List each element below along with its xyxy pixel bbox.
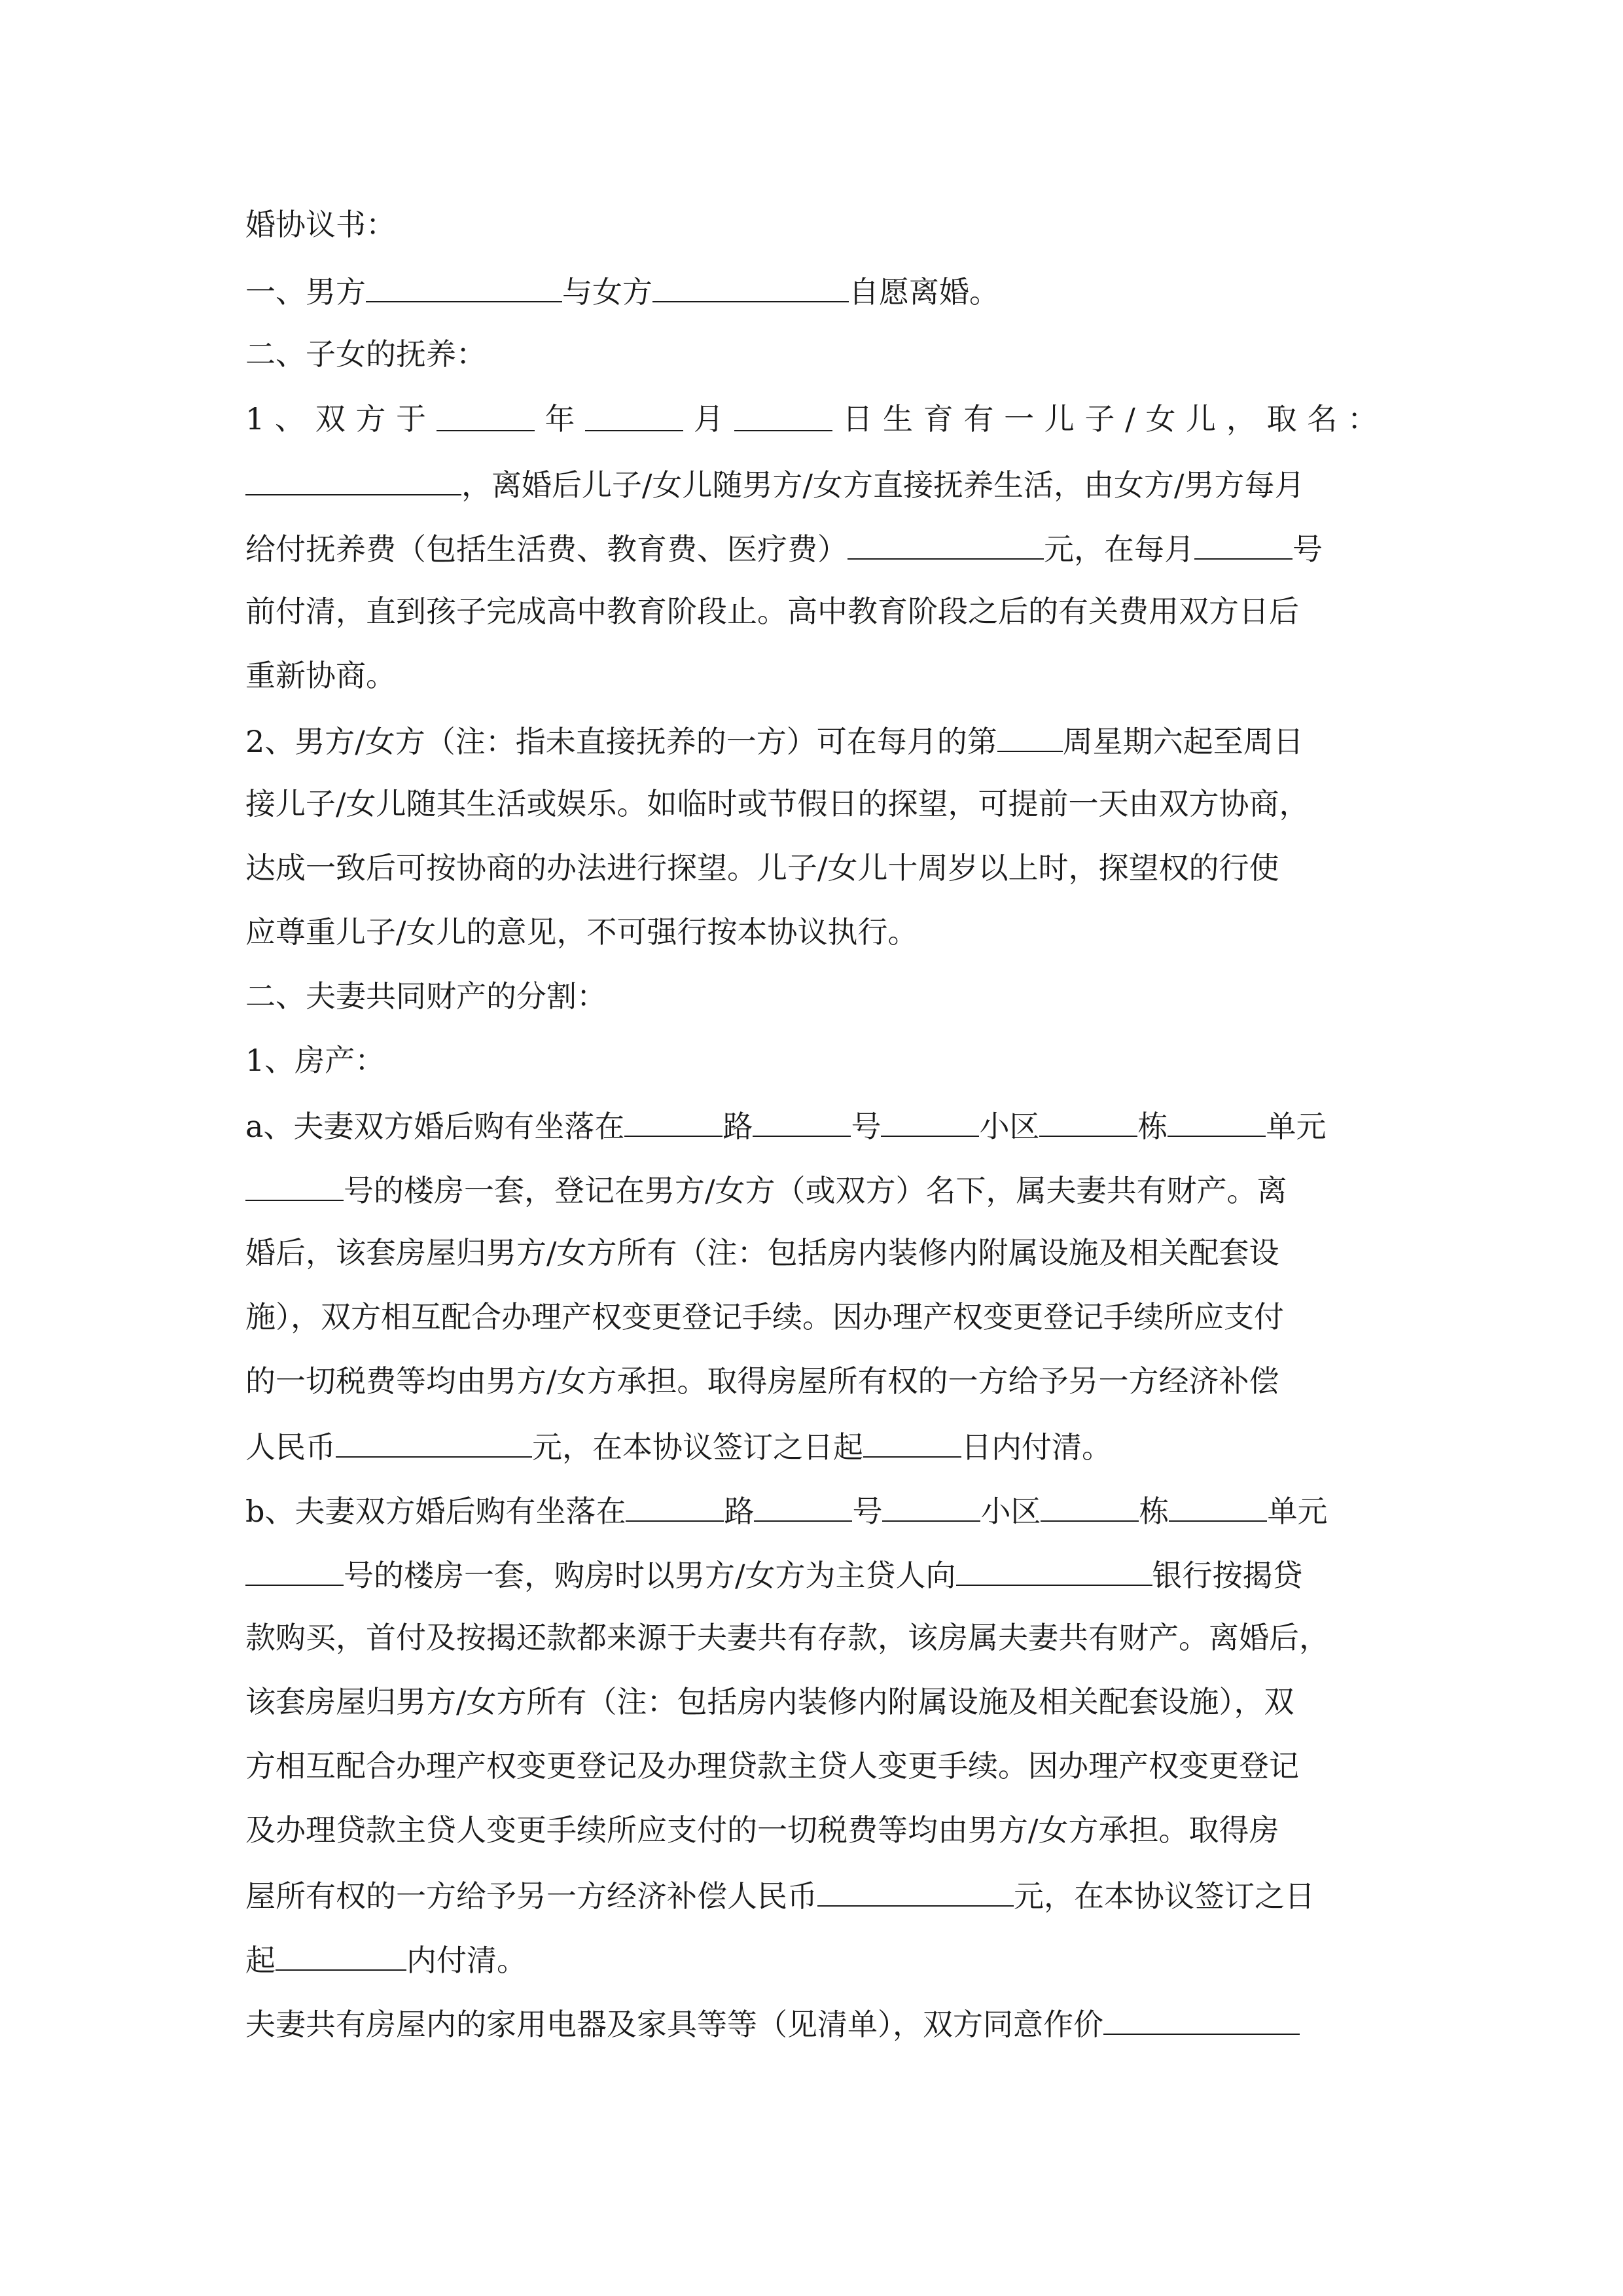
fill-blank (276, 1943, 406, 1971)
fill-blank (1041, 1494, 1139, 1522)
paragraph-line: ，离婚后儿子/女儿随男方/女方直接抚养生活，由女方/男方每月 (245, 468, 1305, 500)
fill-blank (626, 1494, 724, 1522)
fill-blank (956, 1558, 1152, 1586)
fill-blank (366, 275, 562, 302)
fill-blank (624, 1109, 722, 1137)
fill-blank (997, 725, 1063, 752)
paragraph-line: 1 、 双 方 于 年 月 日 生 育 有 一 儿 子 / 女 儿 ， 取 名 ： (245, 401, 1378, 437)
section-heading: 二、夫妻共同财产的分割： (245, 978, 607, 1014)
paragraph-line: 人民币 元，在本协议签订之日起 日内付清。 (245, 1429, 1112, 1465)
paragraph-line: 一、男方 与女方 自愿离婚。 (245, 274, 999, 310)
paragraph-line: 给付抚养费（包括生活费、教育费、医疗费） 元，在每月 号 (245, 531, 1323, 567)
paragraph-line: 婚后，该套房屋归男方/女方所有（注：包括房内装修内附属设施及相关配套设 (245, 1235, 1279, 1270)
fill-blank (245, 1174, 344, 1201)
paragraph-line: 号的楼房一套，购房时以男方/女方为主贷人向 银行按揭贷 (245, 1558, 1303, 1590)
paragraph-line: 夫妻共有房屋内的家用电器及家具等等（见清单），双方同意作价 (245, 2007, 1300, 2039)
fill-blank (1169, 1494, 1267, 1522)
paragraph-line: 前付清，直到孩子完成高中教育阶段止。高中教育阶段之后的有关费用双方日后 (245, 594, 1299, 629)
paragraph-line: 起 内付清。 (245, 1943, 527, 1978)
fill-blank (585, 404, 683, 431)
fill-blank (847, 532, 1044, 560)
fill-blank (336, 1430, 532, 1458)
section-heading: 二、子女的抚养： (245, 336, 486, 372)
subsection-heading: 1、房产： (245, 1043, 385, 1078)
fill-blank (1103, 2007, 1300, 2035)
paragraph-line: a、夫妻双方婚后购有坐落在 路 号 小区 栋 单元 (245, 1109, 1327, 1144)
fill-blank (245, 1558, 344, 1586)
fill-blank (1168, 1109, 1266, 1137)
fill-blank (881, 1109, 979, 1137)
fill-blank (754, 1494, 852, 1522)
paragraph-line: 款购买，首付及按揭还款都来源于夫妻共有存款，该房属夫妻共有财产。离婚后， (245, 1620, 1329, 1655)
paragraph-line: 及办理贷款主贷人变更手续所应支付的一切税费等均由男方/女方承担。取得房 (245, 1812, 1279, 1848)
paragraph-line: 号的楼房一套，登记在男方/女方（或双方）名下，属夫妻共有财产。离 (245, 1174, 1287, 1206)
paragraph-line: b、夫妻双方婚后购有坐落在 路 号 小区 栋 单元 (245, 1494, 1328, 1529)
paragraph-line: 达成一致后可按协商的办法进行探望。儿子/女儿十周岁以上时，探望权的行使 (245, 850, 1279, 886)
fill-blank (817, 1879, 1014, 1907)
fill-blank (437, 404, 535, 431)
paragraph-line: 重新协商。 (245, 658, 396, 693)
paragraph-line: 该套房屋归男方/女方所有（注：包括房内装修内附属设施及相关配套设施），双 (245, 1684, 1294, 1719)
paragraph-line: 方相互配合办理产权变更登记及办理贷款主贷人变更手续。因办理产权变更登记 (245, 1748, 1299, 1784)
paragraph-line: 屋所有权的一方给予另一方经济补偿人民币 元，在本协议签订之日 (245, 1878, 1315, 1914)
fill-blank (882, 1494, 980, 1522)
paragraph-line: 2、男方/女方（注：指未直接抚养的一方）可在每月的第 周星期六起至周日 (245, 724, 1304, 759)
fill-blank (1039, 1109, 1137, 1137)
paragraph-line: 施），双方相互配合办理产权变更登记手续。因办理产权变更登记手续所应支付 (245, 1299, 1284, 1335)
paragraph-line: 应尊重儿子/女儿的意见，不可强行按本协议执行。 (245, 914, 918, 950)
document-title: 婚协议书： (245, 207, 396, 242)
fill-blank (863, 1430, 961, 1458)
fill-blank (652, 275, 849, 302)
fill-blank (245, 468, 461, 495)
fill-blank (753, 1109, 851, 1137)
fill-blank (734, 404, 832, 431)
paragraph-line: 的一切税费等均由男方/女方承担。取得房屋所有权的一方给予另一方经济补偿 (245, 1363, 1279, 1399)
paragraph-line: 接儿子/女儿随其生活或娱乐。如临时或节假日的探望，可提前一天由双方协商， (245, 786, 1310, 821)
fill-blank (1194, 532, 1293, 560)
